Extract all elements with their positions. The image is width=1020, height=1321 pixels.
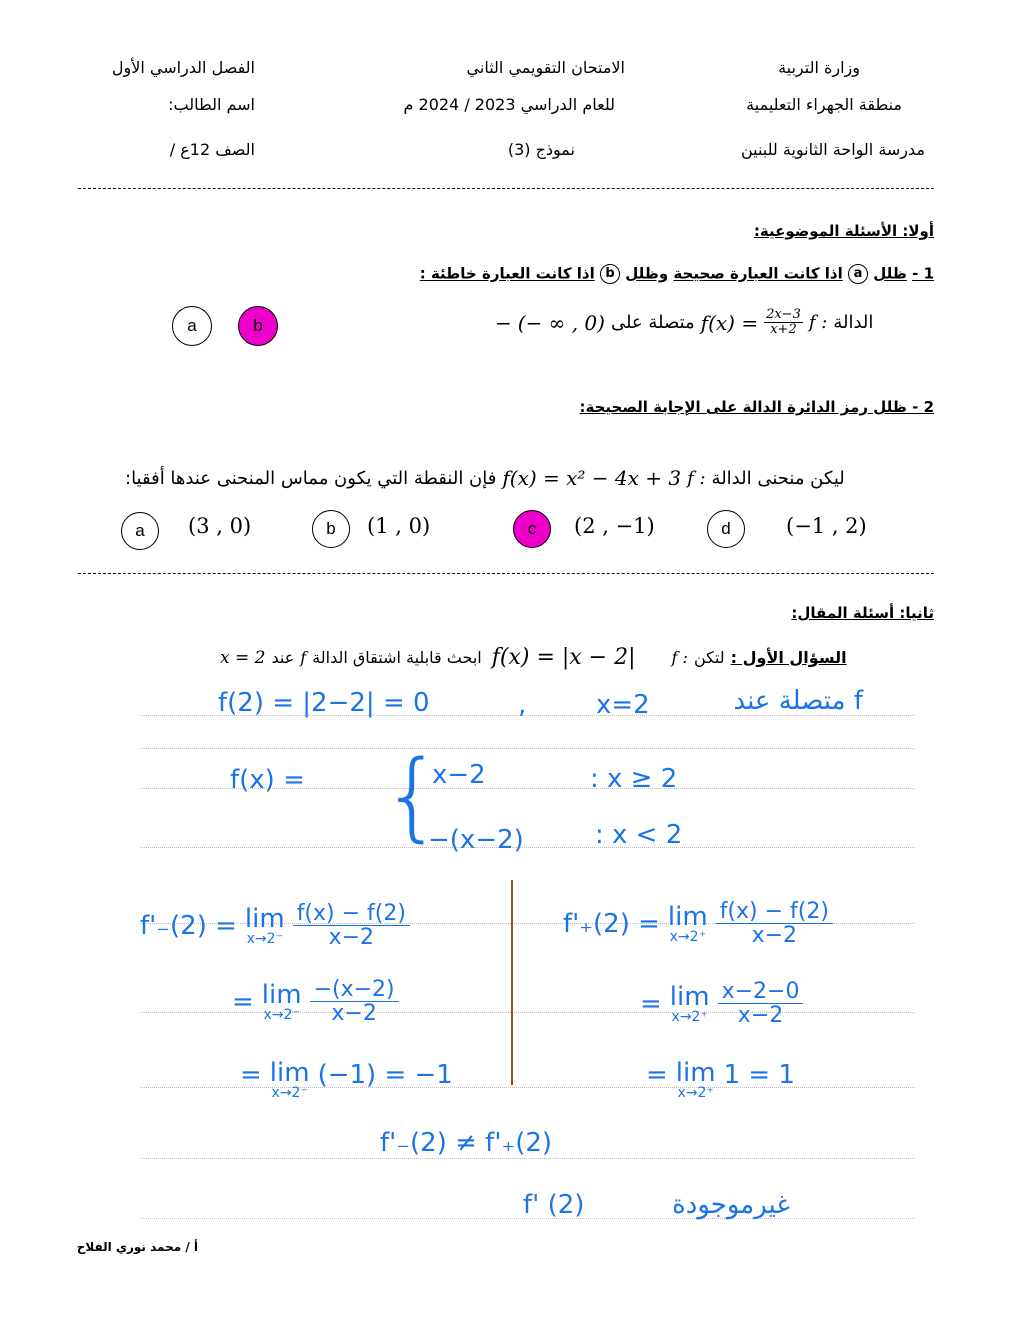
hw-right-result: 1 = 1 [723,1060,795,1090]
hw-case2-expr: −(x−2) [428,825,524,855]
q1-shade-word-2: وظلل [625,264,669,283]
hw-frac-num: x−2−0 [718,980,804,1004]
hw-case1-cond: : x ≥ 2 [590,764,678,794]
section-divider [78,573,934,574]
q1-instr-circle-a: a [848,264,868,284]
hw-right-lim3 [676,1060,716,1100]
essay-x-eq-2: x = 2 [220,647,266,668]
hw-left-lim3 [270,1060,310,1100]
hw-lim-word: lim [244,903,285,934]
hw-frac-num: f(x) − f(2) [716,900,833,924]
q2-value-d: (−1 , 2) [786,514,867,538]
q1-frac-den: x+2 [770,322,797,338]
hw-lim-word: lim [667,901,708,932]
hw-right-frac1 [716,900,833,947]
hw-comparison: f'₋(2) ≠ f'₊(2) [380,1128,553,1158]
hw-lim-word: lim [675,1058,716,1088]
section1-title: أولا: الأسئلة الموضوعية: [753,222,934,240]
hw-right-line3 [646,1060,795,1100]
q2-choice-c-selected[interactable]: c [513,510,551,548]
hw-left-frac1 [293,902,410,949]
q1-interval: (− ∞ , 0) [517,310,605,335]
academic-year: للعام الدراسي 2023 / 2024 م [403,95,615,114]
hw-lim-sub: x→2⁺ [677,1085,714,1101]
essay-label: السؤال الأول : [730,648,847,667]
hw-comma: , [518,690,527,720]
ruled-line [140,748,915,749]
hw-lim-word: lim [669,981,710,1012]
hw-lim-sub: x→2⁺ [669,928,706,945]
q2-expression: f(x) = x² − 4x + 3 [502,466,682,490]
q1-statement [495,308,873,338]
q2-choice-d[interactable]: d [707,510,745,548]
hw-equals: = [646,1060,668,1090]
q1-choice-b-selected[interactable]: b [238,306,278,346]
teacher-name: أ / محمد نوري الفلاح [76,1240,198,1254]
hw-case2-cond: : x < 2 [595,820,683,850]
hw-left-line2 [232,978,399,1025]
hw-left-lim1 [244,903,285,947]
q1-shade-word: ظلل [873,264,907,283]
hw-column-divider [511,880,513,1085]
q1-choice-a[interactable]: a [172,306,212,346]
ministry: وزارة التربية [778,58,860,77]
q1-fx: f(x) = [700,310,759,335]
hw-right-frac2 [718,980,804,1027]
hw-frac-den: x−2 [331,1001,377,1027]
q1-false-text: اذا كانت العبارة خاطئة : [419,264,595,283]
essay-expression: f(x) = |x − 2| [491,645,636,670]
q2-value-b: (1 , 0) [367,514,431,538]
q2-value-c: (2 , −1) [574,514,655,538]
hw-frac-den: x−2 [737,1003,784,1029]
q1-fraction [764,308,803,338]
q1-trailing: − [495,310,512,335]
grade: الصف 12ع / [169,140,255,159]
hw-right-line2 [640,980,803,1027]
hw-right-derivative: f'₊(2) = [563,908,660,939]
hw-case1-expr: x−2 [432,760,486,790]
q2-value-a: (3 , 0) [188,514,252,538]
q1-f: f : [808,312,828,334]
q2-prefix: ليكن منحنى الدالة [711,467,845,489]
essay-question [220,645,847,670]
q1-instr-circle-b: b [600,264,620,284]
hw-left-result: (−1) = −1 [317,1060,453,1090]
hw-lim-sub: x→2⁻ [263,1006,300,1023]
q2-choice-b[interactable]: b [312,510,350,548]
hw-lim-word: lim [261,979,302,1010]
hw-left-line1 [140,902,410,949]
hw-left-lim2 [261,979,302,1023]
hw-frac-num: −(x−2) [310,978,399,1002]
hw-piecewise-lhs: f(x) = [230,765,305,795]
q1-number: 1 - [912,264,934,283]
q2-f: f : [687,467,706,489]
hw-conclusion-rhs: غيرموجودة [672,1190,790,1220]
hw-right-line1 [563,900,833,947]
hw-frac-num: f(x) − f(2) [293,902,410,926]
q2-choice-a[interactable]: a [121,512,159,550]
ruled-line [140,847,915,848]
hw-lim-sub: x→2⁻ [246,930,283,947]
q1-frac-num: 2x−3 [766,307,801,322]
hw-frac-den: x−2 [751,923,798,949]
essay-f2: f [300,648,307,667]
section2-title: ثانيا: أسئلة المقال: [791,604,934,622]
q2-title: 2 - ظلل رمز الدائرة الدالة على الإجابة الصحيحة: [579,398,934,416]
hw-f-continuous: f متصلة عند [733,686,863,716]
q2-suffix: فإن النقطة التي يكون مماس المنحنى عندها أفقيا: [125,467,497,489]
essay-text: ابحث قابلية اشتقاق الدالة [312,648,482,667]
hw-f2-value: f(2) = |2−2| = 0 [218,688,430,718]
essay-let: لتكن [693,648,725,667]
hw-right-lim1 [667,901,708,945]
header-divider [78,188,934,189]
hw-lim-sub: x→2⁻ [271,1085,308,1101]
hw-left-frac2 [310,978,399,1025]
student-name-label: اسم الطالب: [168,95,255,114]
district: منطقة الجهراء التعليمية [746,95,902,114]
q1-continuous-on: متصلة على [610,312,695,334]
hw-left-line3 [240,1060,453,1100]
hw-frac-den: x−2 [328,925,375,951]
hw-conclusion-lhs: f' (2) [523,1190,585,1220]
hw-lim-word: lim [269,1058,310,1088]
hw-left-derivative: f'₋(2) = [140,910,237,941]
q1-instruction [340,264,934,284]
essay-at: عند [271,648,295,667]
hw-brace: { [382,740,444,852]
q1-true-text: اذا كانت العبارة صحيحة [673,264,843,283]
school-name: مدرسة الواحة الثانوية للبنين [740,140,925,159]
hw-equals: = [232,986,254,1017]
essay-f: f : [671,648,688,667]
q2-statement [125,466,845,490]
hw-lim-sub: x→2⁺ [671,1008,708,1025]
q1-function-word: الدالة [833,312,874,334]
model-number: نموذج (3) [507,140,575,159]
exam-title: الامتحان التقويمي الثاني [466,58,625,77]
hw-right-lim2 [669,981,710,1025]
hw-equals: = [240,1060,262,1090]
semester: الفصل الدراسي الأول [111,58,255,77]
ruled-line [140,1158,915,1159]
hw-x-eq-2: x=2 [596,690,650,720]
hw-equals: = [640,988,662,1019]
